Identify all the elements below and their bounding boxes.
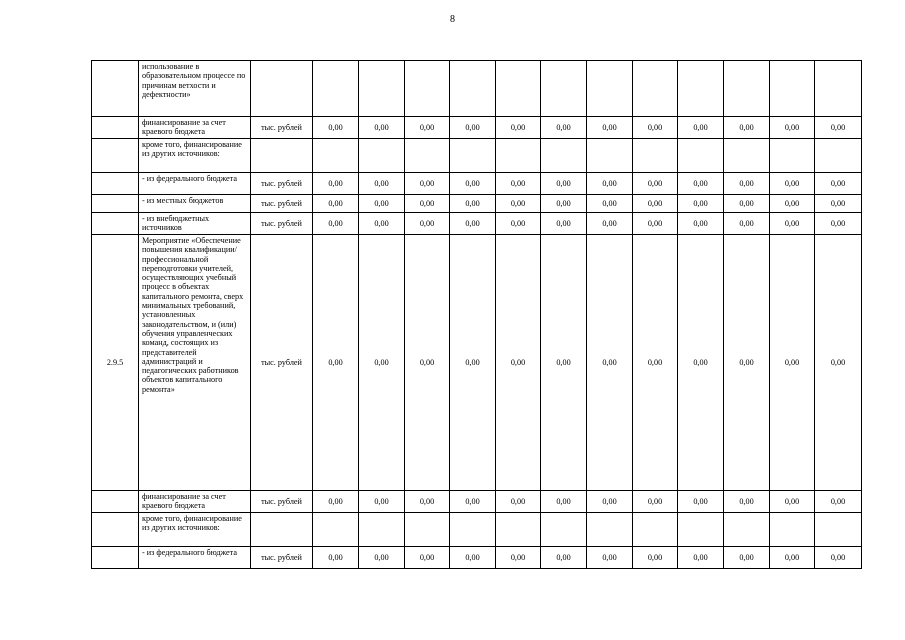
- value-cell: 0,00: [450, 491, 496, 513]
- unit-cell: [251, 513, 313, 547]
- value-cell: [450, 139, 496, 173]
- value-cell: 0,00: [587, 195, 633, 213]
- value-cell: 0,00: [587, 117, 633, 139]
- value-cell: 0,00: [678, 235, 724, 491]
- value-cell: 0,00: [678, 195, 724, 213]
- value-cell: 0,00: [313, 173, 359, 195]
- value-cell: 0,00: [541, 491, 587, 513]
- description-cell: использование в образовательном процессе по причинам ветхости и дефектности»: [139, 61, 251, 117]
- item-number-cell: [92, 61, 139, 117]
- value-cell: 0,00: [770, 547, 815, 569]
- value-cell: [313, 513, 359, 547]
- value-cell: 0,00: [541, 547, 587, 569]
- description-cell: кроме того, финансирование из других источников:: [139, 139, 251, 173]
- value-cell: 0,00: [450, 547, 496, 569]
- unit-cell: [251, 139, 313, 173]
- value-cell: 0,00: [678, 173, 724, 195]
- value-cell: 0,00: [496, 235, 541, 491]
- description-cell: финансирование за счет краевого бюджета: [139, 117, 251, 139]
- value-cell: [724, 513, 770, 547]
- value-cell: [450, 513, 496, 547]
- value-cell: 0,00: [313, 195, 359, 213]
- value-cell: [678, 139, 724, 173]
- value-cell: 0,00: [678, 547, 724, 569]
- value-cell: 0,00: [724, 117, 770, 139]
- value-cell: [724, 139, 770, 173]
- value-cell: 0,00: [724, 195, 770, 213]
- value-cell: 0,00: [724, 235, 770, 491]
- value-cell: [678, 513, 724, 547]
- unit-cell: тыс. рублей: [251, 195, 313, 213]
- value-cell: 0,00: [359, 195, 405, 213]
- description-cell: Мероприятие «Обеспечение повышения квалификации/профессиональной переподготовки учителей, осуществляющих учебный процесс в объектах капитального ремонта, сверх минимальных требований, установленных законодательством, и (или) обучения управленческих команд, состоящих из представителей администраций и педагогических работников объектов капитального ремонта»: [139, 235, 251, 491]
- value-cell: [815, 139, 862, 173]
- table-row: [92, 547, 862, 569]
- description-cell: - из федерального бюджета: [139, 173, 251, 195]
- value-cell: [633, 513, 678, 547]
- description-cell: - из федерального бюджета: [139, 547, 251, 569]
- table-row: [92, 491, 862, 513]
- page-number: 8: [450, 14, 455, 25]
- value-cell: [405, 61, 450, 117]
- unit-cell: тыс. рублей: [251, 235, 313, 491]
- value-cell: 0,00: [770, 195, 815, 213]
- value-cell: 0,00: [678, 117, 724, 139]
- value-cell: 0,00: [405, 547, 450, 569]
- value-cell: [496, 61, 541, 117]
- value-cell: 0,00: [633, 547, 678, 569]
- value-cell: 0,00: [770, 117, 815, 139]
- value-cell: 0,00: [313, 491, 359, 513]
- value-cell: 0,00: [770, 235, 815, 491]
- value-cell: [405, 139, 450, 173]
- value-cell: 0,00: [313, 213, 359, 235]
- table-row: [92, 213, 862, 235]
- item-number-cell: [92, 117, 139, 139]
- value-cell: 0,00: [770, 491, 815, 513]
- value-cell: 0,00: [724, 173, 770, 195]
- item-number-cell: [92, 195, 139, 213]
- value-cell: 0,00: [815, 117, 862, 139]
- value-cell: 0,00: [815, 235, 862, 491]
- item-number-cell: [92, 491, 139, 513]
- value-cell: 0,00: [815, 491, 862, 513]
- description-cell: - из местных бюджетов: [139, 195, 251, 213]
- value-cell: 0,00: [815, 213, 862, 235]
- value-cell: 0,00: [541, 235, 587, 491]
- unit-cell: тыс. рублей: [251, 117, 313, 139]
- value-cell: 0,00: [450, 195, 496, 213]
- value-cell: 0,00: [405, 491, 450, 513]
- value-cell: 0,00: [496, 195, 541, 213]
- item-number-cell: [92, 173, 139, 195]
- value-cell: 0,00: [450, 173, 496, 195]
- value-cell: 0,00: [405, 195, 450, 213]
- table-row: [92, 61, 862, 117]
- value-cell: 0,00: [633, 117, 678, 139]
- table-row: [92, 235, 862, 491]
- value-cell: [496, 513, 541, 547]
- value-cell: 0,00: [678, 491, 724, 513]
- unit-cell: тыс. рублей: [251, 173, 313, 195]
- item-number-cell: [92, 547, 139, 569]
- value-cell: 0,00: [541, 195, 587, 213]
- value-cell: 0,00: [496, 173, 541, 195]
- description-cell: финансирование за счет краевого бюджета: [139, 491, 251, 513]
- value-cell: 0,00: [450, 213, 496, 235]
- value-cell: [587, 61, 633, 117]
- value-cell: 0,00: [587, 491, 633, 513]
- value-cell: [587, 513, 633, 547]
- value-cell: 0,00: [815, 173, 862, 195]
- value-cell: 0,00: [770, 173, 815, 195]
- table-row: [92, 513, 862, 547]
- value-cell: [678, 61, 724, 117]
- value-cell: 0,00: [587, 173, 633, 195]
- value-cell: 0,00: [313, 235, 359, 491]
- value-cell: 0,00: [541, 173, 587, 195]
- value-cell: 0,00: [496, 117, 541, 139]
- value-cell: [633, 61, 678, 117]
- value-cell: [359, 513, 405, 547]
- value-cell: 0,00: [496, 213, 541, 235]
- description-cell: - из внебюджетных источников: [139, 213, 251, 235]
- value-cell: 0,00: [587, 213, 633, 235]
- unit-cell: [251, 61, 313, 117]
- value-cell: 0,00: [724, 213, 770, 235]
- value-cell: 0,00: [313, 117, 359, 139]
- value-cell: 0,00: [633, 195, 678, 213]
- item-number-cell: [92, 139, 139, 173]
- value-cell: 0,00: [359, 213, 405, 235]
- value-cell: 0,00: [678, 213, 724, 235]
- table-row: [92, 117, 862, 139]
- value-cell: 0,00: [405, 213, 450, 235]
- value-cell: 0,00: [587, 547, 633, 569]
- item-number-cell: [92, 213, 139, 235]
- unit-cell: тыс. рублей: [251, 547, 313, 569]
- value-cell: 0,00: [815, 547, 862, 569]
- value-cell: [541, 139, 587, 173]
- value-cell: 0,00: [450, 117, 496, 139]
- value-cell: 0,00: [541, 117, 587, 139]
- value-cell: 0,00: [359, 173, 405, 195]
- value-cell: [770, 513, 815, 547]
- value-cell: [496, 139, 541, 173]
- value-cell: 0,00: [405, 235, 450, 491]
- value-cell: 0,00: [633, 491, 678, 513]
- unit-cell: тыс. рублей: [251, 213, 313, 235]
- value-cell: [770, 61, 815, 117]
- unit-cell: тыс. рублей: [251, 491, 313, 513]
- value-cell: [450, 61, 496, 117]
- table-row: [92, 195, 862, 213]
- value-cell: [405, 513, 450, 547]
- value-cell: 0,00: [724, 547, 770, 569]
- value-cell: 0,00: [541, 213, 587, 235]
- value-cell: 0,00: [405, 173, 450, 195]
- table-row: [92, 173, 862, 195]
- value-cell: [724, 61, 770, 117]
- description-cell: кроме того, финансирование из других источников:: [139, 513, 251, 547]
- value-cell: 0,00: [359, 117, 405, 139]
- item-number-cell: [92, 513, 139, 547]
- value-cell: 0,00: [815, 195, 862, 213]
- value-cell: 0,00: [359, 235, 405, 491]
- value-cell: [313, 61, 359, 117]
- value-cell: [313, 139, 359, 173]
- value-cell: 0,00: [633, 213, 678, 235]
- value-cell: 0,00: [313, 547, 359, 569]
- value-cell: [359, 139, 405, 173]
- value-cell: [541, 61, 587, 117]
- value-cell: [770, 139, 815, 173]
- value-cell: [541, 513, 587, 547]
- value-cell: 0,00: [587, 235, 633, 491]
- value-cell: 0,00: [359, 491, 405, 513]
- value-cell: 0,00: [359, 547, 405, 569]
- financing-table: [91, 60, 862, 569]
- item-number-cell: 2.9.5: [92, 235, 139, 491]
- value-cell: 0,00: [405, 117, 450, 139]
- value-cell: 0,00: [770, 213, 815, 235]
- value-cell: 0,00: [496, 547, 541, 569]
- value-cell: 0,00: [724, 491, 770, 513]
- value-cell: [815, 61, 862, 117]
- value-cell: [633, 139, 678, 173]
- value-cell: 0,00: [496, 491, 541, 513]
- value-cell: [587, 139, 633, 173]
- value-cell: 0,00: [450, 235, 496, 491]
- value-cell: 0,00: [633, 235, 678, 491]
- value-cell: [815, 513, 862, 547]
- table-row: [92, 139, 862, 173]
- value-cell: 0,00: [633, 173, 678, 195]
- value-cell: [359, 61, 405, 117]
